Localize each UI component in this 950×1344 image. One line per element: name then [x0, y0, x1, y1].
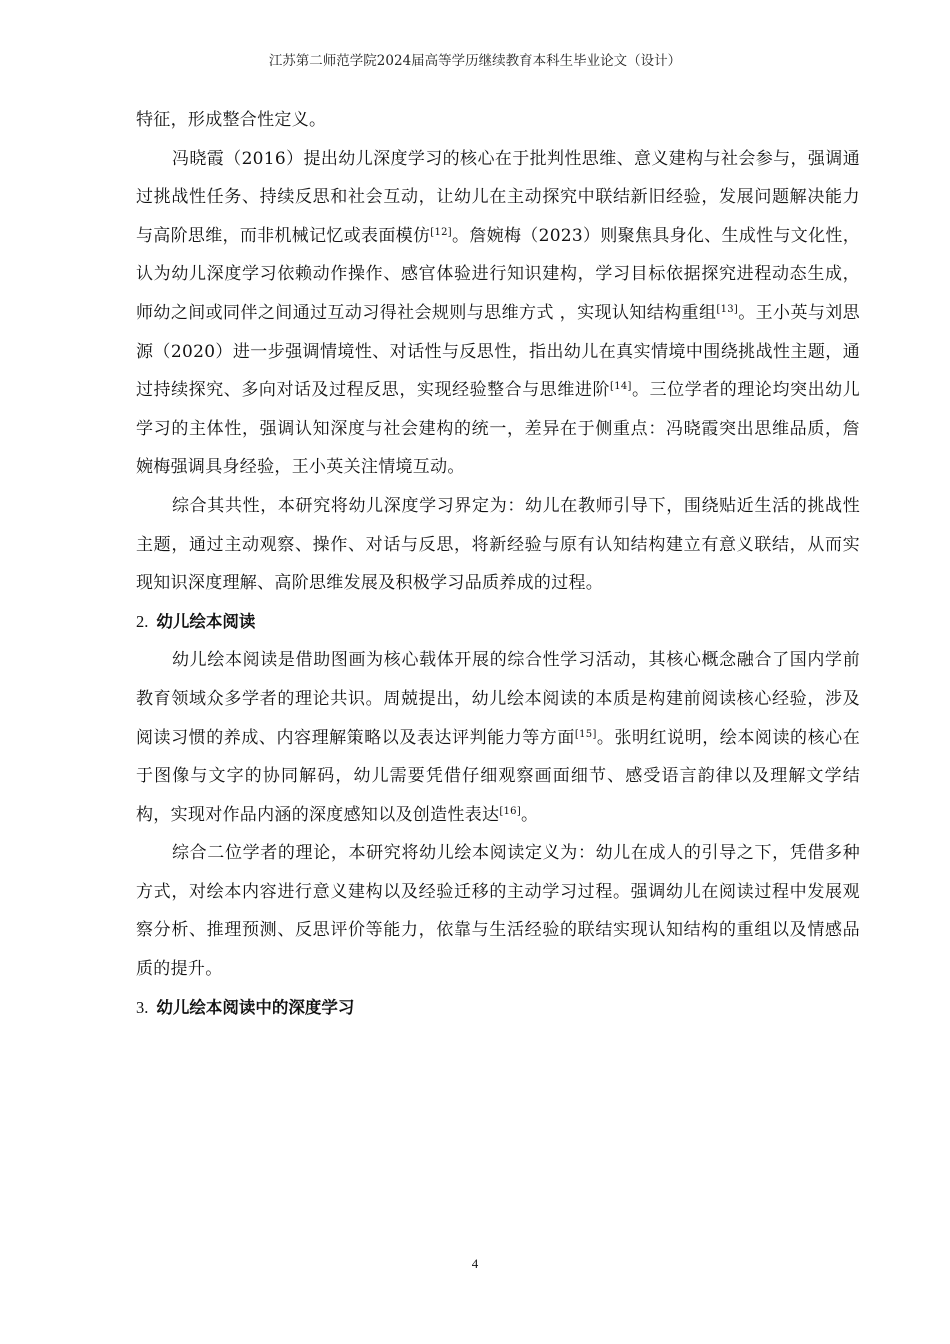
paragraph-text: 。詹婉梅（2023）则聚焦具身化、生成性与文化性，认为幼儿深度学习依赖动作操作、感官体验进行知识建构，学习目标依据探究进程动态生成，师幼之间或同伴之间通过互动习得社会规则与思维方式 ，实现认知结构重组: [136, 225, 860, 323]
paragraph-picture-book-theories: [136, 641, 860, 834]
section-number: 3.: [136, 997, 149, 1017]
paragraph-deep-learning-definition: 综合其共性，本研究将幼儿深度学习界定为：幼儿在教师引导下，围绕贴近生活的挑战性主题，通过主动观察、操作、对话与反思，将新经验与原有认知结构建立有意义联结，从而实现知识深度理解、高阶思维发展及积极学习品质养成的过程。: [136, 495, 860, 594]
section-title: 幼儿绘本阅读: [156, 611, 256, 631]
paragraph-picture-book-definition: 综合二位学者的理论，本研究将幼儿绘本阅读定义为：幼儿在成人的引导之下，凭借多种方式，对绘本内容进行意义建构以及经验迁移的主动学习过程。强调幼儿在阅读过程中发展观察分析、推理预测、反思评价等能力，依靠与生活经验的联结实现认知结构的重组以及情感品质的提升。: [136, 843, 860, 980]
section-heading-2: [136, 603, 860, 642]
citation-ref: [12]: [430, 226, 453, 238]
section-title: 幼儿绘本阅读中的深度学习: [156, 997, 355, 1017]
section-number: 2.: [136, 611, 149, 631]
paragraph-text: 。王小英与刘思源（2020）进一步强调情境性、对话性与反思性，指出幼儿在真实情境中围绕挑战性主题，通过持续探究、多向对话及过程反思，实现经验整合与思维进阶: [136, 302, 860, 401]
paragraph-text: 。张明红说明，绘本阅读的核心在于图像与文字的协同解码，幼儿需要凭借仔细观察画面细节、感受语言韵律以及理解文学结构，实现对作品内涵的深度感知以及创造性表达: [136, 727, 861, 825]
citation-ref: [13]: [716, 303, 739, 315]
running-header: 江苏第二师范学院2024届高等学历继续教育本科生毕业论文（设计）: [268, 53, 682, 69]
paragraph-text: 。三位学者的理论均突出幼儿学习的主体性，强调认知深度与社会建构的统一，差异在于侧重点：冯晓霞突出思维品质，詹婉梅强调具身经验，王小英关注情境互动。: [136, 380, 860, 478]
citation-ref: [15]: [574, 728, 597, 740]
paragraph-text: 。: [521, 804, 539, 825]
page-body: [136, 101, 860, 1027]
page-number: 4: [471, 1256, 479, 1271]
paragraph-continuation: 特征，形成整合性定义。: [136, 110, 327, 130]
citation-ref: [16]: [499, 805, 522, 817]
citation-ref: [14]: [610, 381, 632, 393]
paragraph-deep-learning-theories: [136, 140, 860, 487]
section-heading-3: [136, 989, 860, 1028]
paragraph-text: 冯晓霞（2016）提出幼儿深度学习的核心在于批判性思维、意义建构与社会参与，强调通过挑战性任务、持续反思和社会互动，让幼儿在主动探究中联结新旧经验，发展问题解决能力与高阶思维，而非机械记忆或表面模仿: [136, 148, 860, 246]
paragraph-text: 幼儿绘本阅读是借助图画为核心载体开展的综合性学习活动，其核心概念融合了国内学前教育领域众多学者的理论共识。周兢提出，幼儿绘本阅读的本质是构建前阅读核心经验，涉及阅读习惯的养成、内容理解策略以及表达评判能力等方面: [136, 650, 860, 748]
